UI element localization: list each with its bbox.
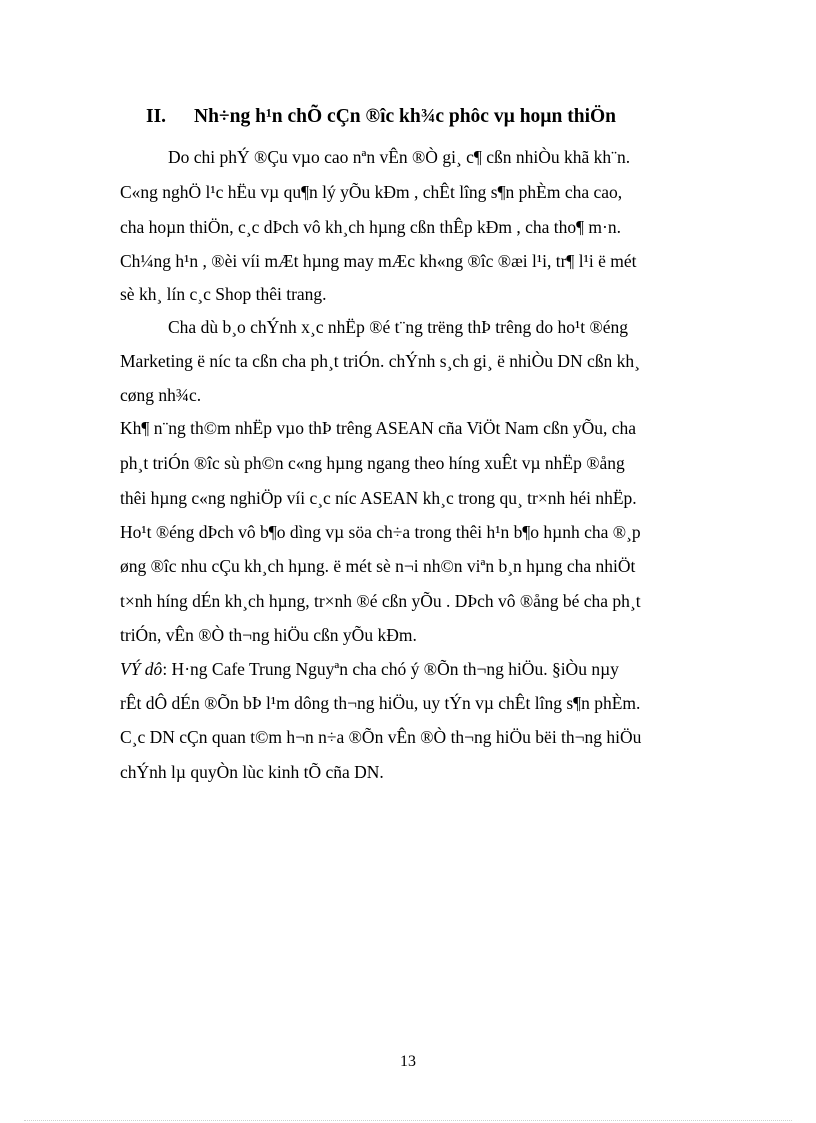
example-line: chÝnh lµ quyÒn lùc kinh tÕ cña DN. bbox=[120, 762, 384, 782]
body-line: cøng nh¾c. bbox=[120, 385, 202, 405]
page-number: 13 bbox=[400, 1053, 416, 1070]
body-line: C«ng nghÖ l¹c hËu vµ qu¶n lý yÕu kÐm , chÊt lîng s¶n phÈm cha cao, bbox=[120, 182, 623, 202]
footer-divider bbox=[24, 1120, 792, 1121]
body-line: Do chi phÝ ®Çu vµo cao nªn vÊn ®Ò gi¸ c¶ cßn nhiÒu khã kh¨n. bbox=[168, 147, 631, 167]
body-line: Ch¼ng h¹n , ®èi víi mÆt hµng may mÆc kh«ng ®îc ®æi l¹i, tr¶ l¹i ë mét bbox=[120, 251, 637, 271]
example-line: C¸c DN cÇn quan t©m h¬n n÷a ®Õn vÊn ®Ò th¬ng hiÖu bëi th¬ng hiÖu bbox=[120, 727, 642, 747]
body-line: Ho¹t ®éng dÞch vô b¶o dìng vµ söa ch÷a trong thêi h¹n b¶o hµnh cha ®¸p bbox=[120, 522, 641, 542]
body-line: øng ®îc nhu cÇu kh¸ch hµng. ë mét sè n¬i nh©n viªn b¸n hµng cha nhiÖt bbox=[120, 556, 636, 576]
example-line: rÊt dÔ dÉn ®Õn bÞ l¹m dông th¬ng hiÖu, uy tÝn vµ chÊt lîng s¶n phÈm. bbox=[120, 693, 641, 713]
body-line: Marketing ë níc ta cßn cha ph¸t triÓn. chÝnh s¸ch gi¸ ë nhiÒu DN cßn kh¸ bbox=[120, 351, 640, 371]
body-line: ph¸t triÓn ®îc sù ph©n c«ng hµng ngang theo híng xuÊt vµ nhËp ®ång bbox=[120, 453, 625, 473]
section-heading bbox=[146, 103, 616, 131]
section-number: II. bbox=[146, 106, 167, 127]
body-line: t×nh híng dÉn kh¸ch hµng, tr×nh ®é cßn yÕu . DÞch vô ®ång bé cha ph¸t bbox=[120, 591, 641, 611]
body-line: thêi hµng c«ng nghiÖp víi c¸c níc ASEAN kh¸c trong qu¸ tr×nh héi nhËp. bbox=[120, 488, 637, 508]
body-line: sè kh¸ lín c¸c Shop thêi trang. bbox=[120, 284, 327, 304]
example-label: VÝ dô bbox=[120, 659, 163, 679]
example-text: : H·ng Cafe Trung Nguyªn cha chó ý ®Õn th¬ng hiÖu. §iÒu nµy bbox=[162, 659, 619, 679]
section-title: Nh÷ng h¹n chÕ cÇn ®îc kh¾c phôc vµ hoµn thiÖn bbox=[194, 106, 617, 127]
example-line bbox=[120, 657, 619, 681]
body-line: Cha dù b¸o chÝnh x¸c nhËp ®é t¨ng trëng thÞ trêng do ho¹t ®éng bbox=[168, 317, 629, 337]
body-line: triÓn, vÊn ®Ò th¬ng hiÖu cßn yÕu kÐm. bbox=[120, 625, 417, 645]
body-line: cha hoµn thiÖn, c¸c dÞch vô kh¸ch hµng cßn thÊp kÐm , cha tho¶ m·n. bbox=[120, 217, 621, 237]
body-line: Kh¶ n¨ng th©m nhËp vµo thÞ trêng ASEAN cña ViÖt Nam cßn yÕu, cha bbox=[120, 418, 636, 438]
